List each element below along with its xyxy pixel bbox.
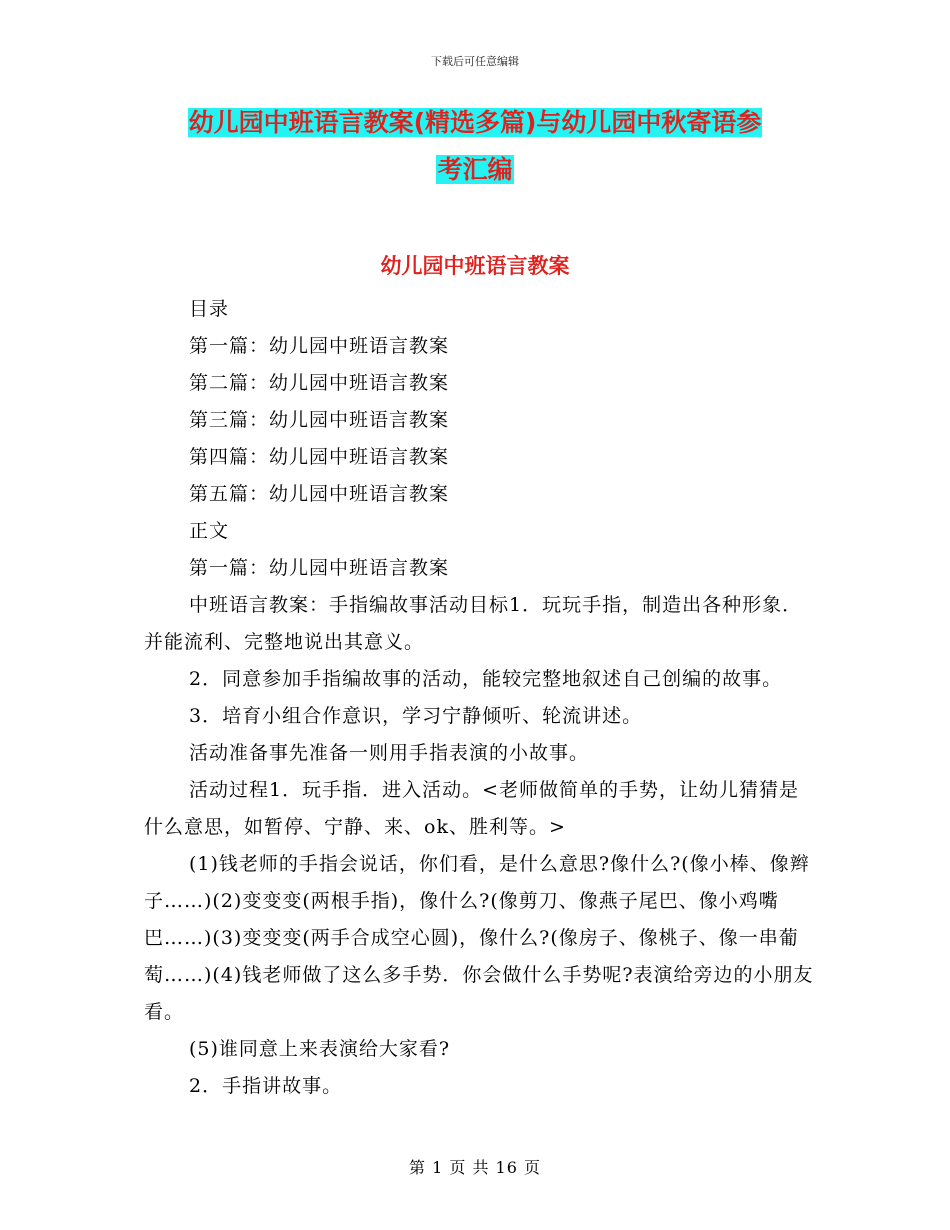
toc-item: 第三篇：幼儿园中班语言教案	[189, 409, 450, 431]
toc-item: 第一篇：幼儿园中班语言教案	[189, 335, 450, 357]
page-header: 下载后可任意编辑	[431, 55, 519, 68]
title-line-1: 幼儿园中班语言教案(精选多篇)与幼儿园中秋寄语参	[188, 108, 762, 137]
body-heading: 正文	[189, 520, 230, 542]
toc-item: 第四篇：幼儿园中班语言教案	[189, 446, 450, 468]
section-title: 幼儿园中班语言教案	[380, 254, 570, 278]
title-line-2: 考汇编	[437, 155, 513, 184]
document-title	[0, 108, 950, 202]
paragraph: 中班语言教案：手指编故事活动目标1．玩玩手指，制造出各种形象．并能流利、完整地说出其意义。	[144, 594, 803, 653]
paragraph: 3．培育小组合作意识，学习宁静倾听、轮流讲述。	[189, 705, 643, 727]
paragraph: 2．手指讲故事。	[189, 1075, 343, 1097]
page-footer: 第 1 页 共 16 页	[409, 1158, 541, 1177]
paragraph: (5)谁同意上来表演给大家看?	[189, 1038, 451, 1060]
chapter-heading: 第一篇：幼儿园中班语言教案	[189, 557, 450, 579]
paragraph: 活动过程1．玩手指．进入活动。<老师做简单的手势，让幼儿猜猜是什么意思，如暂停、宁静、来、ok、胜利等。>	[144, 779, 800, 838]
paragraph: 2．同意参加手指编故事的活动，能较完整地叙述自己创编的故事。	[189, 668, 783, 690]
paragraph: 活动准备事先准备一则用手指表演的小故事。	[189, 742, 590, 764]
toc-item: 第二篇：幼儿园中班语言教案	[189, 372, 450, 394]
toc-item: 第五篇：幼儿园中班语言教案	[189, 483, 450, 505]
paragraph: (1)钱老师的手指会说话，你们看，是什么意思?像什么?(像小棒、像辫子……)(2)变变变(两根手指)，像什么?(像剪刀、像燕子尾巴、像小鸡嘴巴……)(3)变变变(两手合成空心圆)，像什么?(像房子、像桃子、像一串葡萄……)(4)钱老师做了这么多手势．你会做什么手势呢?表演给旁边的小朋友看。	[144, 853, 814, 1023]
document-body	[144, 291, 814, 1105]
toc-heading: 目录	[189, 298, 230, 320]
